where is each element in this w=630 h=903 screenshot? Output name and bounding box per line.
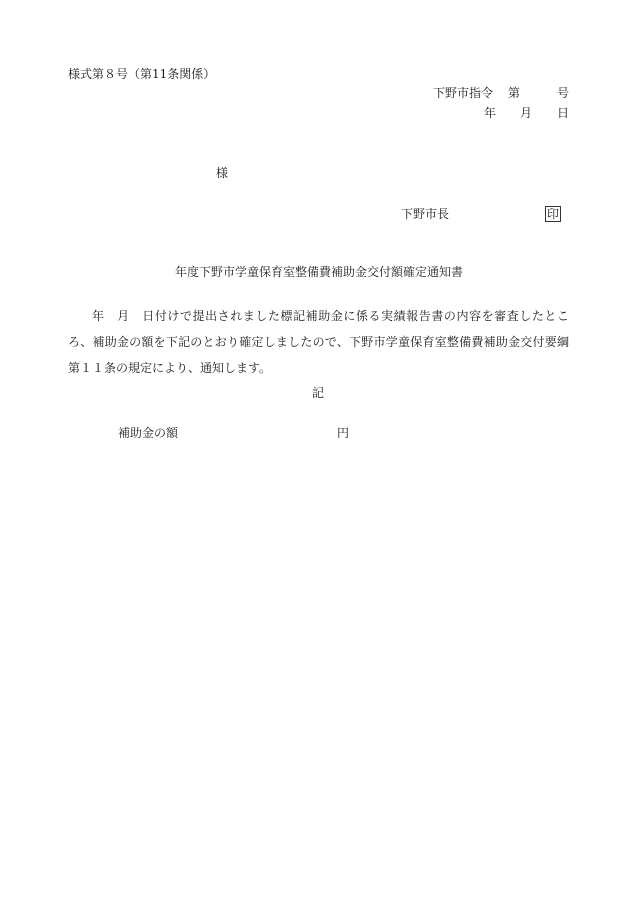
notice-issuer: 下野市指令 [433, 86, 494, 100]
notice-number-suffix: 号 [557, 86, 570, 100]
form-label: 様式第８号（第11条関係） [68, 67, 216, 81]
amount-label: 補助金の額 [118, 426, 179, 440]
date-month: 月 [520, 106, 533, 120]
body-paragraph: 年 月 日付けで提出されました標記補助金に係る実績報告書の内容を審査したところ、補助金の額を下記のとおり確定しましたので、下野市学童保育室整備費補助金交付要綱第１１条の規定により、通知します。 [68, 309, 569, 375]
recipient-honorific: 様 [216, 166, 229, 180]
seal-mark: 印 [547, 207, 560, 221]
amount-unit: 円 [337, 426, 350, 440]
date-day: 日 [557, 106, 570, 120]
notice-number-prefix: 第 [508, 86, 521, 100]
date-year: 年 [484, 106, 497, 120]
seal-stamp [545, 206, 561, 222]
document-title: 年度下野市学童保育室整備費補助金交付額確定通知書 [175, 265, 464, 279]
record-heading: 記 [312, 386, 325, 400]
sender-title: 下野市長 [401, 207, 450, 221]
